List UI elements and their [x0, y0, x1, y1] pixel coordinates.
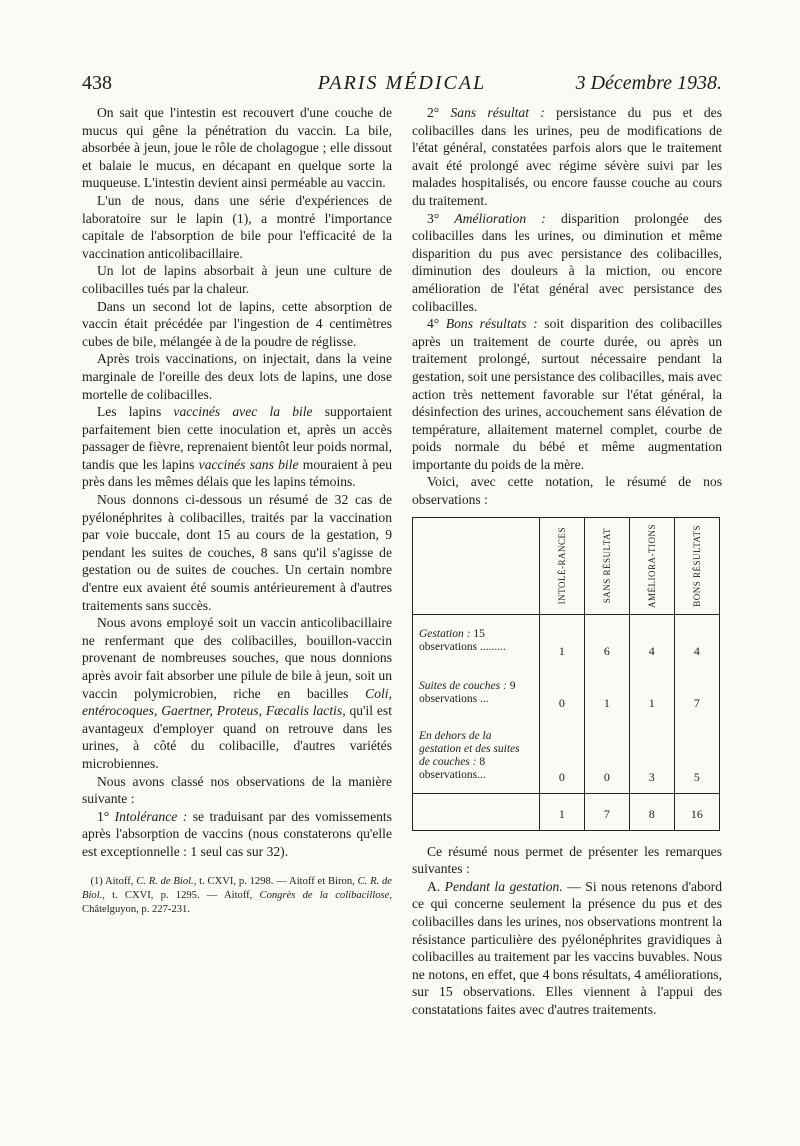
table-cell: 16 [674, 793, 719, 830]
table-row [413, 614, 720, 667]
table-cell: 5 [674, 719, 719, 794]
column-header [584, 517, 629, 614]
italic-run: Suites de couches : [419, 679, 507, 692]
paragraph: L'un de nous, dans une série d'expériences de laboratoire sur le lapin (1), a montré l'importance capitale de l'absorption de bile pour l'efficacité de la vaccination anticolibacillaire. [82, 192, 392, 261]
column-header-text: AMÉLIORA-TIONS [646, 523, 657, 608]
paragraph [412, 315, 722, 473]
paragraph: Voici, avec cette notation, le résumé de nos observations : [412, 474, 722, 508]
table-cell: 1 [539, 793, 584, 830]
table-cell: 1 [629, 667, 674, 719]
column-header-text: SANS RÉSULTAT [601, 528, 612, 604]
italic-run: vaccinés sans bile [198, 456, 299, 472]
issue-date: 3 Décembre 1938. [575, 72, 722, 94]
paragraph [82, 614, 392, 772]
table-cell: 7 [584, 793, 629, 830]
item-title: Intolérance : [114, 808, 188, 824]
column-header [539, 517, 584, 614]
text-run: soit disparition des colibacilles après un traitement de courte durée, ou après un traitement prolongé, surtout nécessaire pendant la gestation, soit une persistance des colibacilles, mais avec action très nettement favorable sur l'état général, la désinfection des urines, accouchement sans élévation de température, allaitement maternel complet, courbe de poids normale du bébé et même augmentation importante du poids de la mère. [412, 316, 722, 472]
item-number: 4° [426, 316, 446, 332]
paragraph [412, 104, 722, 210]
italic-run: Gestation : [419, 627, 471, 640]
text-run: A. [426, 878, 445, 894]
row-label [413, 667, 540, 719]
page-number: 438 [82, 72, 112, 94]
table-cell: 7 [674, 667, 719, 719]
text-run: qu'il est avantageux d'employer quand on retrouve dans les urines, à côté du colibacille, d'autres variétés microbiennes. [82, 703, 392, 771]
item-title: Bons résultats : [445, 316, 538, 332]
paragraph [412, 210, 722, 316]
paragraph: Nous avons classé nos observations de la manière suivante : [82, 773, 392, 807]
text-run: 8 observations... [419, 755, 486, 781]
table-cell: 1 [584, 667, 629, 719]
italic-run: Congrès de la colibacillose, [259, 889, 392, 901]
right-column [412, 104, 722, 1019]
text-run: (1) Aitoff, [90, 875, 137, 887]
italic-run: vaccinés avec la bile [173, 404, 313, 420]
footnote [82, 875, 392, 917]
table-cell: 4 [629, 614, 674, 667]
table-corner-cell [413, 517, 540, 614]
text-run: t. CXVI, p. 1298. — Aitoff et Biron, [196, 875, 358, 887]
paragraph: Après trois vaccinations, on injectait, dans la veine marginale de l'oreille des deux lots de lapins, une dose mortelle de colibacilles. [82, 351, 392, 402]
left-column [82, 104, 392, 917]
table-cell: 4 [674, 614, 719, 667]
row-label [413, 719, 540, 794]
column-header [629, 517, 674, 614]
table-cell: 1 [539, 614, 584, 667]
item-number: 3° [426, 210, 455, 226]
results-table [412, 517, 720, 831]
item-title: Sans résultat : [450, 105, 545, 120]
table-cell: 8 [629, 793, 674, 830]
table-cell: 3 [629, 719, 674, 794]
text-run: se traduisant par des vomissements après l'absorption de vaccins (nous constaterons qu'elle est exceptionnelle : 1 seul cas sur 32). [82, 808, 392, 859]
table-cell: 0 [584, 719, 629, 794]
item-title: Amélioration : [454, 210, 546, 226]
text-run: 15 observations ......... [419, 627, 506, 653]
italic-run: C. R. de Biol., [82, 875, 392, 901]
column-header-text: INTOLÉ-RANCES [556, 526, 567, 605]
paragraph: Dans un second lot de lapins, cette absorption de vaccin était précédée par l'ingestion de 4 centimètres cubes de bile, mélangée à de la poudre de réglisse. [82, 298, 392, 349]
column-header-text: BONS RÉSULTATS [691, 524, 702, 607]
footnote-text [82, 875, 392, 917]
table-header-row [413, 517, 720, 614]
table-cell: 0 [539, 667, 584, 719]
paragraph: Nous donnons ci-dessous un résumé de 32 cas de pyélonéphrites à colibacilles, traités par la vaccination par voie buccale, dont 15 au cours de la gestation, 9 pendant les suites de couches, 8 sans qu'il s'agisse de gestation ou de suites de couches. Un certain nombre d'entre eux avaient été soumis antérieurement à d'autres traitements sans succès. [82, 492, 392, 613]
text-run: mouraient à peu près dans les mêmes délais que les lapins témoins. [82, 456, 393, 490]
journal-title: PARIS MÉDICAL [317, 72, 487, 94]
text-run: — Si nous retenons d'abord ce qui concerne seulement la présence du pus et des colibacilles dans les urines, nos observations montrent la résistance particulière des pyélonéphrites gravidiques à colibacilles au traitement par les vaccins buvables. Nous ne notons, en effet, que 4 bons résultats, 4 améliorations, sur 15 observations. Elles viennent à l'appui des constatations faites avec d'autres traitements. [412, 878, 722, 1017]
text-run: disparition prolongée des colibacilles dans les urines, ou diminution et même disparition du pus avec persistance des colibacilles, diminution des douleurs à la miction, ou encore amélioration de l'état général avec persistance des colibacilles. [412, 210, 722, 314]
item-number: 2° [426, 105, 451, 120]
paragraph [82, 808, 392, 861]
paragraph: Ce résumé nous permet de présenter les remarques suivantes : [412, 843, 722, 877]
table-total-row [413, 793, 720, 830]
paragraph [82, 403, 392, 491]
text-run: persistance du pus et des colibacilles dans les urines, peu de modifications de l'état général, constatées parfois alors que le traitement avait été prolongé avec régime sévère suivi par les malades hospitalisés, ou encore fausse couche au cours du traitement. [412, 105, 722, 208]
text-run: Châtelguyon, p. 227-231. [82, 903, 190, 915]
text-run: t. CXVI, p. 1295. — Aitoff, [104, 889, 260, 901]
italic-run: Coli, entérocoques, Gaertner, Proteus, Fæcalis lactis, [82, 685, 392, 719]
paragraph: On sait que l'intestin est recouvert d'une couche de mucus qui gêne la pénétration du vaccin. La bile, absorbée à jeun, joue le rôle de cholagogue ; elle dissout et balaie le mucus, en décapant en quelque sorte la muqueuse. L'intestin devient ainsi perméable au vaccin. [82, 105, 392, 191]
italic-run: En dehors de la gestation et des suites de couches : [419, 729, 520, 768]
table-row [413, 667, 720, 719]
italic-run: C. R. de Biol., [136, 875, 197, 887]
row-label [413, 793, 540, 830]
text-run: Les lapins [96, 404, 174, 420]
row-label [413, 614, 540, 667]
italic-run: Pendant la gestation. [444, 878, 563, 894]
text-run: Nous avons employé soit un vaccin anticolibacillaire ne renfermant que des colibacilles, bouillon-vaccin provenant de nombreuses souches, que nous donnions après avoir fait absorber une pilule de bile à jeun, soit un vaccin polymicrobien, riche en bacilles [82, 615, 392, 701]
running-header [82, 72, 722, 102]
paragraph [412, 878, 722, 1019]
text-run: supportaient parfaitement bien cette inoculation et, après un accès passager de fièvre, reprenaient bientôt leur poids normal, tandis que les lapins [82, 404, 392, 472]
item-number: 1° [96, 808, 115, 824]
paragraph: Un lot de lapins absorbait à jeun une culture de colibacilles tués par la chaleur. [82, 263, 392, 296]
table-cell: 6 [584, 614, 629, 667]
table-cell: 0 [539, 719, 584, 794]
column-header [674, 517, 719, 614]
table-row [413, 719, 720, 794]
text-run: 9 observations ... [419, 679, 516, 705]
